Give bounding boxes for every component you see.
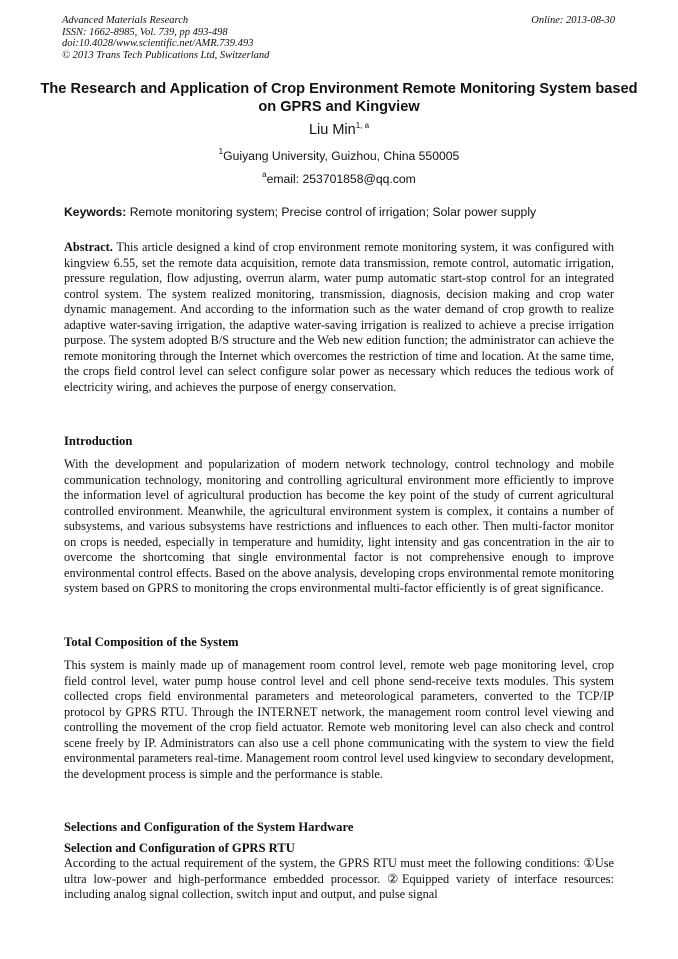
journal-meta	[62, 15, 269, 61]
hardware-heading: Selections and Configuration of the System Hardware	[64, 820, 354, 834]
abstract-text: This article designed a kind of crop environment remote monitoring system, it was configured with kingview 6.55, set the remote data acquisition, remote data transmission, remote control, automatic irrigation, pressure regulation, flow adjusting, overrun alarm, water pump automatic start-stop control for an integrated control system. The system realized monitoring, transmission, diagnosis, decision making and crop water dynamic management. And according to the information such as the water demand of crop growth to realize adaptive water-saving irrigation, the adaptive water-saving irrigation is realized to achieve a precise irrigation purpose. The system adopted B/S structure and the Web new edition function; the administrator can achieve the remote monitoring through the Internet which overcomes the restriction of time and location. At the same time, the crops field control level can select configure solar power as necessary which reduces the tedious work of electricity wiring, and achieves the purpose of energy conservation.	[64, 240, 614, 394]
paper-title: The Research and Application of Crop Environment Remote Monitoring System based on GPRS and Kingview	[40, 81, 638, 115]
introduction-heading: Introduction	[64, 434, 133, 448]
author-name: Liu Min	[308, 122, 356, 138]
author-line	[0, 121, 678, 138]
gprs-subheading: Selection and Configuration of GPRS RTU	[64, 841, 295, 855]
affiliation-text: Guiyang University, Guizhou, China 550005	[223, 149, 460, 163]
email-line	[0, 170, 678, 186]
keywords-text: Remote monitoring system; Precise control of irrigation; Solar power supply	[129, 205, 537, 219]
copyright: © 2013 Trans Tech Publications Ltd, Switzerland	[62, 49, 270, 61]
abstract	[64, 240, 614, 395]
gprs-text: According to the actual requirement of the system, the GPRS RTU must meet the following conditions: ①Use ultra low-power and high-performance embedded processor. ②Equipped variety of interface resources: including analog signal collection, switch input and output, and pulse signal	[64, 856, 614, 901]
abstract-label: Abstract.	[64, 240, 113, 254]
affiliation	[0, 147, 678, 163]
issn: ISSN: 1662-8985, Vol. 739, pp 493-498	[62, 26, 228, 38]
journal-name: Advanced Materials Research	[62, 15, 189, 26]
doi[interactable]: doi:10.4028/www.scientific.net/AMR.739.493	[62, 38, 254, 50]
keywords-label: Keywords:	[64, 205, 127, 219]
email-text[interactable]: email: 253701858@qq.com	[266, 172, 416, 186]
author-sup: 1, a	[355, 121, 370, 130]
affiliation-sup: 1	[218, 147, 224, 156]
composition-text: This system is mainly made up of management room control level, remote web page monitoring level, crop field control level, water pump house control level and cell phone send-receive texts modules. This system collected crops field environmental parameters and meteorological parameters, converted to the TCP/IP protocol by GPRS RTU. Through the INTERNET network, the management room control level viewing and controlling the movement of the crop field actuator. Remote web monitoring level can also check and control scene freely by IP. Administrators can also use a cell phone communicating with the system to view the field environmental parameters real-time. Management room control level used kingview to secondary development, the development process is simple and the performance is stable.	[64, 658, 614, 781]
composition-heading: Total Composition of the System	[64, 635, 239, 649]
introduction-text: With the development and popularization of modern network technology, control technology and mobile communication technology, monitoring and controlling agricultural environment more efficiently to improve the information level of agricultural production has become the key point of the study of current agricultural controlled environment. Meanwhile, the agricultural environment system is complex, it contains a number of subsystems, and various subsystems have restrictions and influences to each other. Then multi-factor monitor on crops is needed, especially in temperature and humidity, light intensity and gas concentration in the air to overcome the shortcoming that single environmental factor is not comprehensive enough to improve environmental control effects. Based on the above analysis, developing crops environmental remote monitoring system based on GPRS to monitoring the crops environmental multi-factor efficiently is of great significance.	[64, 457, 614, 595]
online-date: Online: 2013-08-30	[531, 15, 615, 26]
keywords	[64, 205, 624, 219]
email-sup: a	[262, 170, 267, 179]
